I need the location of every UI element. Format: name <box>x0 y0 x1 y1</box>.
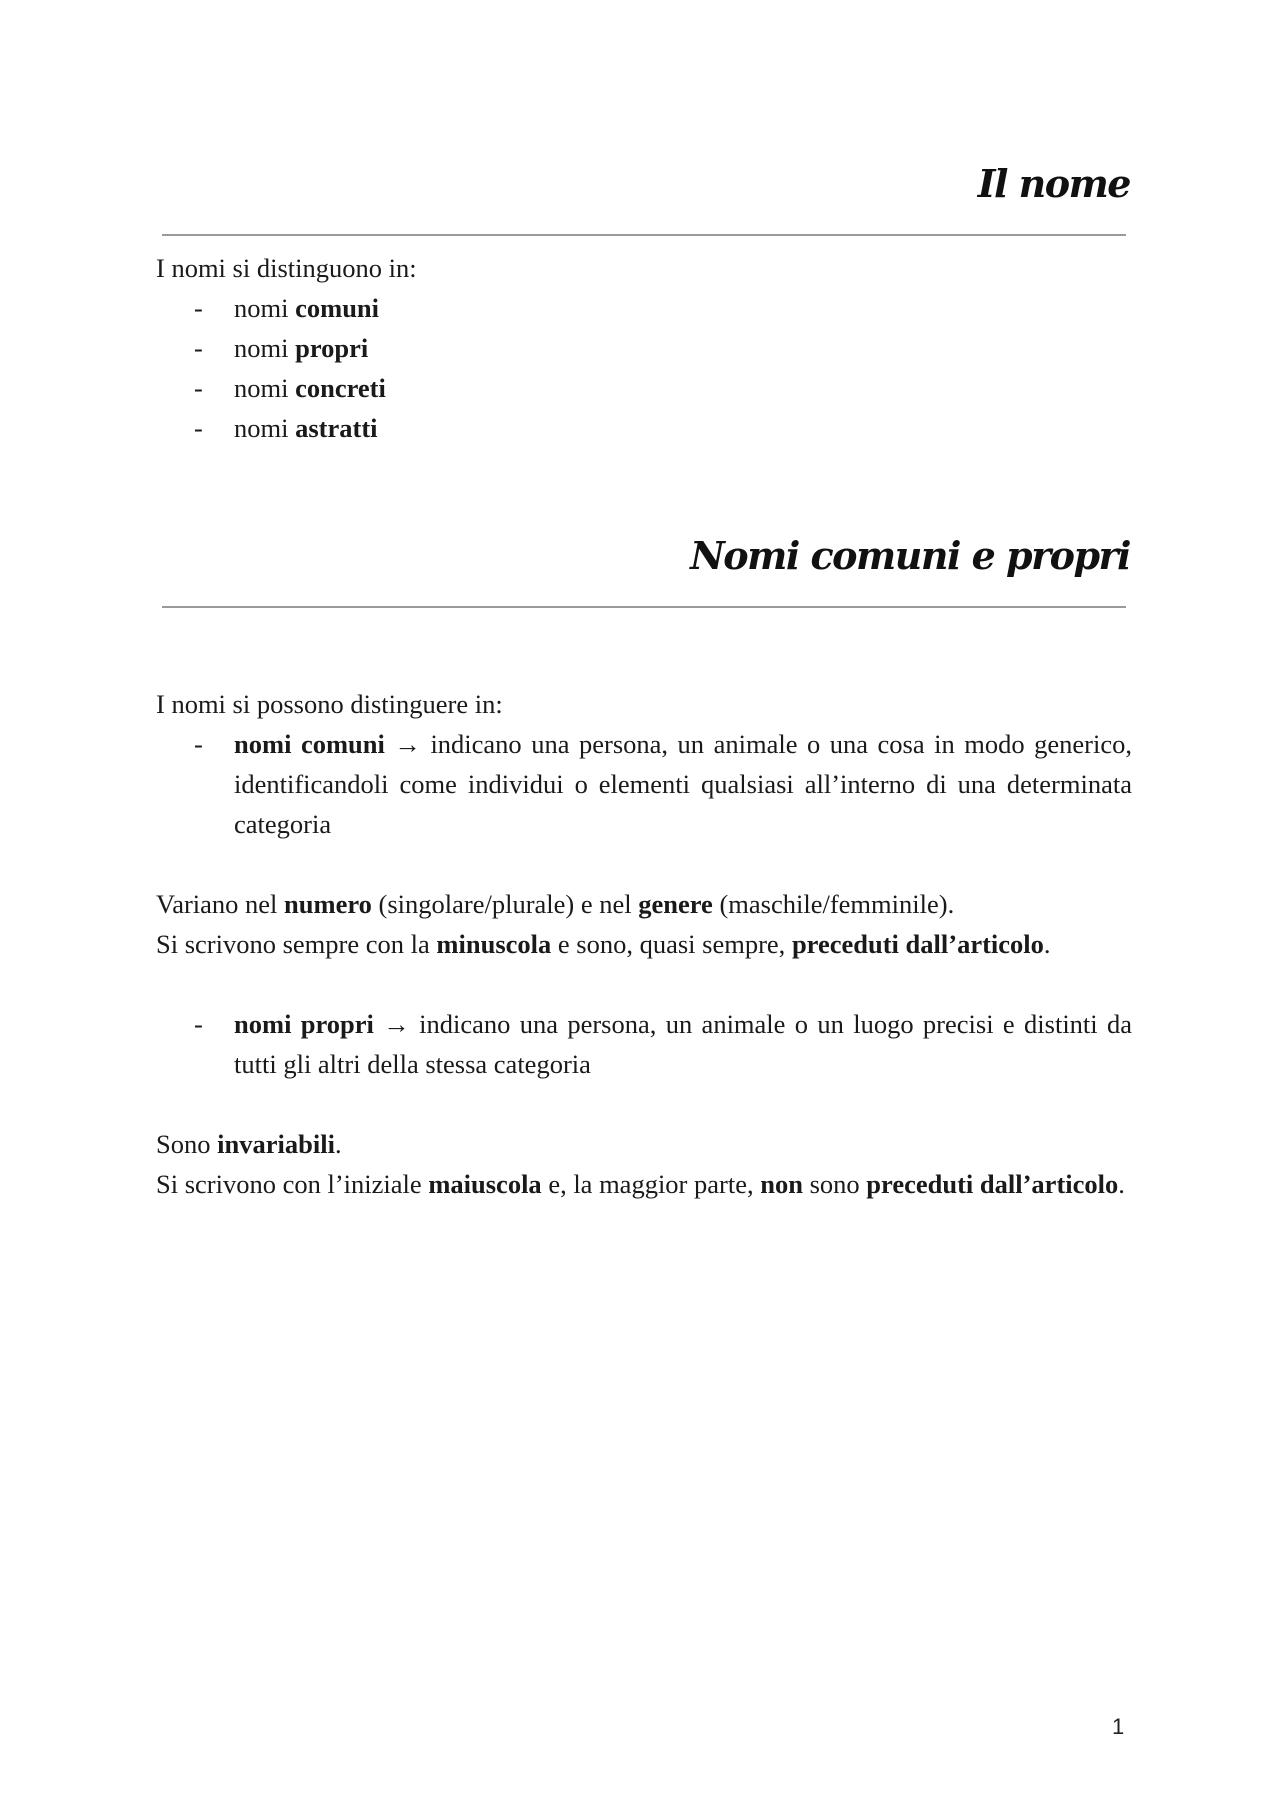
paragraph: Sono invariabili. <box>156 1129 342 1159</box>
list-item: - nomi astratti <box>194 413 378 443</box>
noun-types-list <box>156 288 1132 448</box>
paragraph: Si scrivono sempre con la minuscola e sono, quasi sempre, preceduti dall’articolo. <box>156 929 1051 959</box>
list-item: - nomi comuni <box>194 293 380 323</box>
intro-text: I nomi si possono distinguere in: <box>156 689 503 719</box>
nomi-propri-list <box>156 1004 1132 1084</box>
title-divider <box>162 234 1126 236</box>
page-number: 1 <box>1112 1714 1125 1739</box>
list-item: - nomi propri → indicano una persona, un animale o un luogo precisi e distinti da tutti gli altri della stessa categoria <box>194 1009 1133 1079</box>
section-nomi-body <box>156 684 1132 1204</box>
list-item: - nomi propri <box>194 333 369 363</box>
section-il-nome-body <box>156 248 1132 448</box>
nomi-comuni-list <box>156 724 1132 844</box>
paragraph: Si scrivono con l’iniziale maiuscola e, la maggior parte, non sono preceduti dall’articolo. <box>156 1169 1125 1199</box>
title-divider <box>162 606 1126 608</box>
section-title-nomi-comuni-e-propri: Nomi comuni e propri <box>690 533 1130 578</box>
intro-text: I nomi si distinguono in: <box>156 253 417 283</box>
section-title-il-nome: Il nome <box>977 161 1130 206</box>
list-item: - nomi comuni → indicano una persona, un animale o una cosa in modo generico, identificandoli come individui o elementi qualsiasi all’interno di una determinata categoria <box>194 729 1133 839</box>
list-item: - nomi concreti <box>194 373 386 403</box>
paragraph: Variano nel numero (singolare/plurale) e nel genere (maschile/femminile). <box>156 889 955 919</box>
